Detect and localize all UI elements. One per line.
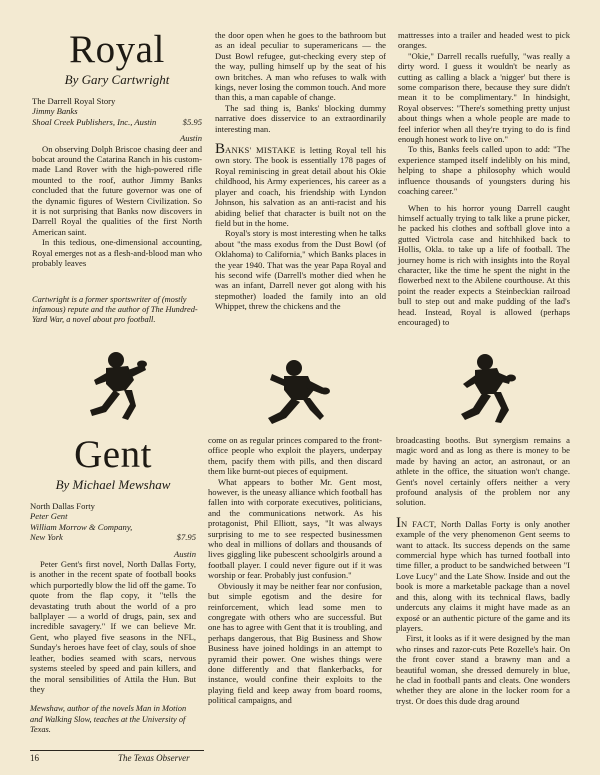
gent-col2-paragraph-1: come on as regular princes compared to the front-office people who exploit the players, underpay them, pacify them with pills, and then discard them like burnt-out pieces of equipment. — [208, 435, 382, 477]
royal-byline: By Gary Cartwright — [64, 72, 170, 87]
royal-col3-paragraph-3: To this, Banks feels called upon to add: "The experience stamped itself indelibly on his mind, helping to shape a philosophy which would influence thousands of youngsters during his coaching career." — [398, 144, 570, 197]
royal-book-price: $5.95 — [182, 116, 202, 127]
gent-column-1 — [30, 435, 196, 735]
royal-book-publisher: Shoal Creek Publishers, Inc., Austin — [32, 116, 157, 127]
royal-book-author: Jimmy Banks — [32, 106, 78, 117]
royal-title: Royal — [69, 28, 165, 71]
gent-col2-paragraph-2: What appears to bother Mr. Gent most, however, is the uneasy alliance which football has fallen into with corporate executives, politicians, and the communications network. As his protagonist, Phil Elliott, says, "It was always surprising to me to see respected businessmen who deal in millions of dollars and thousands of lives giggling like pubescent schoolgirls around a football player. I could never figure out if it was worship or fear. Probably just confusion." — [208, 476, 382, 581]
gent-col2-paragraph-3: Obviously it may be neither fear nor confusion, but simple egotism and the desire for reinforcement, which lead some men to congregate with others who are successful. But one has to agree with Gent that it is troubling, and perhaps dangerous, that Big Business and Show Business have joined holdings in an attempt to pyramid their power. One wishes things were done differently and that flankerbacks, for instance, would confine their exploits to the playing field and keep away from board rooms, political campaigns, and — [208, 580, 382, 706]
gent-column-3 — [396, 435, 570, 706]
gent-book-author: Peter Gent — [30, 511, 68, 522]
royal-drop-cap: B — [215, 141, 226, 158]
royal-col2-paragraph-4: Royal's story is most interesting when he talks about "the mass exodus from the Dust Bowl (of Oklahoma) to California," which Banks places in the year 1940. That was the year Papa Royal and his second wife (Darrell's mother died when he was an infant, Darrell never got along with his stepmother) loaded the family into an old Whippet, threw the chickens and the — [215, 228, 386, 312]
gent-book-publisher-2: New York — [30, 532, 63, 543]
gent-book-publisher-line — [30, 532, 196, 542]
royal-col2-paragraph-1: the door open when he goes to the bathroom but as an ideal peculiar to superamericans — the Dust Bowl refugee, gut-checking every step of the way, pulling himself up by the seat of his own britches. A man who refuses to walk with kings, never losing the common touch. And more than this, a man capable of change. — [215, 30, 386, 103]
royal-column-2 — [215, 30, 386, 312]
royal-section-lead: ANKS' MISTAKE — [225, 145, 296, 156]
gent-book-title: North Dallas Forty — [30, 501, 95, 511]
royal-book-title: The Darrell Royal Story — [32, 96, 116, 106]
gent-book-price: $7.95 — [176, 532, 196, 543]
gent-col3-paragraph-2: North Dallas Forty is only another example of the very phenomenon Gent seems to want to attack. Its success depends on the same commercial hype which has turned football into time filler, a product to be sandwiched between "I Love Lucy" and the Late Show. Inside and out the book is more a marketable package than a novel and this, along with its technical flaws, badly undercuts any claims it might have made as an exposé or an authentic picture of the game and its players. — [396, 518, 570, 633]
gent-col3-section-start — [396, 514, 570, 633]
gent-book-publisher-1: William Morrow & Company, — [30, 521, 133, 532]
gent-col1-paragraph-1: Peter Gent's first novel, North Dallas Forty, is another in the recent spate of football books which purportedly blow the lid off the game. To quote from the flap copy, it "tells the devastating truth about the world of a pro ballplayer — a world of drugs, pain, sex and incredible savagery." If we can believe Mr. Gent, who played five seasons in the NFL, Sunday's heroes have feet of clay, souls of shoe leather, bodies seamed with scars, nervous systems steeled by speed and pain killers, and the moral sensibilities of Attila the Hun. But they — [30, 559, 196, 694]
football-player-illustration-center — [258, 358, 338, 426]
royal-column-1 — [32, 30, 202, 325]
royal-book-info — [32, 96, 202, 127]
royal-col3-paragraph-2: "Okie," Darrell recalls ruefully, "was really a dirty word. I guess it wouldn't be nearly as cutting as calling a black a 'nigger' but there is some comparison there, because they sure didn't mean it to be complimentary." In hindsight, Royal observes: "There's something pretty unjust about things when a whole people are made to feel inferior when all they're trying to do is find enough honest work to live on." — [398, 50, 570, 145]
gent-dateline: Austin — [174, 548, 196, 559]
royal-dateline: Austin — [180, 133, 202, 144]
gent-book-info — [30, 501, 196, 543]
royal-column-3 — [398, 30, 570, 327]
royal-col1-paragraph-1: On observing Dolph Briscoe chasing deer and bobcat around the Catarina Ranch in his custom-made Land Rover with the high-powered rifle mounted to the roof, author Jimmy Banks concluded that the future governor was one of the dynamic figures of Western Civilization. So it is not surprising that Banks now discovers in Darrell Royal the qualities of the first North American saint. — [32, 143, 202, 237]
royal-author-bio: Cartwright is a former sportswriter of (mostly infamous) repute and the author of The Hundred-Yard War, a novel about pro football. — [32, 294, 198, 324]
gent-col3-paragraph-3: First, it looks as if it were designed by the man who rinses and razor-cuts Pete Rozelle's hair. On the front cover stand a brawny man and a beautiful woman, she dressed demurely in blue, he clad in football pants and cleats. One wonders whether they are alone in the locker room for a tryst. Or does this dude drag around — [396, 633, 570, 706]
football-player-illustration-right — [445, 352, 525, 424]
football-player-illustration-left — [72, 350, 152, 422]
footer-rule — [30, 750, 204, 751]
gent-col3-paragraph-1: broadcasting booths. But synergism remains a magic word and as long as there is money to be made by having an actor, an astronaut, or an athlete in the office, the situation won't change. Gent's novel certainly offers neither a very profound analysis of the problem nor any solution. — [396, 435, 570, 508]
royal-col2-paragraph-3: is letting Royal tell his own story. The book is essentially 178 pages of Royal reminiscing in great detail about his Okie childhood, his Army experiences, his career as a player and coach, his friendship with Lyndon Johnson, his salvation as an anti-racist and his abiding belief that character is built not on the field but in the home. — [215, 145, 386, 228]
gent-author-bio: Mewshaw, author of the novels Man in Motion and Walking Slow, teaches at the University of Texas. — [30, 704, 187, 734]
gent-section-lead: N FACT, — [401, 518, 437, 529]
royal-book-publisher-line — [32, 117, 202, 127]
page-number: 16 — [30, 753, 39, 763]
gent-byline: By Michael Mewshaw — [55, 477, 171, 492]
gent-drop-cap: I — [396, 514, 401, 531]
royal-col3-paragraph-4: When to his horror young Darrell caught himself actually trying to talk like a prune picker, he packed his clothes and softball glove into a gutted Victrola case and hitchhiked back to Hollis, Okla. to take up a life of football. The journey home is rich with insights into the Royal character, like the time he spent the night in the flowerbed next to the Abilene courthouse. At this point the reader expects a Steinbeckian railroad bull to step out and make pudding of the lad's head. Instead, Royal is allowed (perhaps encouraged) to — [398, 202, 570, 327]
royal-col3-paragraph-1: mattresses into a trailer and headed west to pick oranges. — [398, 30, 570, 51]
gent-column-2 — [208, 435, 382, 706]
royal-col1-paragraph-2: In this tedious, one-dimensional accounting, Royal emerges not as a flesh-and-blood man who probably leaves — [32, 237, 203, 269]
royal-col2-paragraph-2: The sad thing is, Banks' blocking dummy narrative does disservice to an extraordinarily interesting man. — [215, 102, 386, 134]
gent-title: Gent — [74, 433, 152, 476]
royal-col2-section-start — [215, 141, 386, 228]
publication-name: The Texas Observer — [118, 753, 190, 763]
